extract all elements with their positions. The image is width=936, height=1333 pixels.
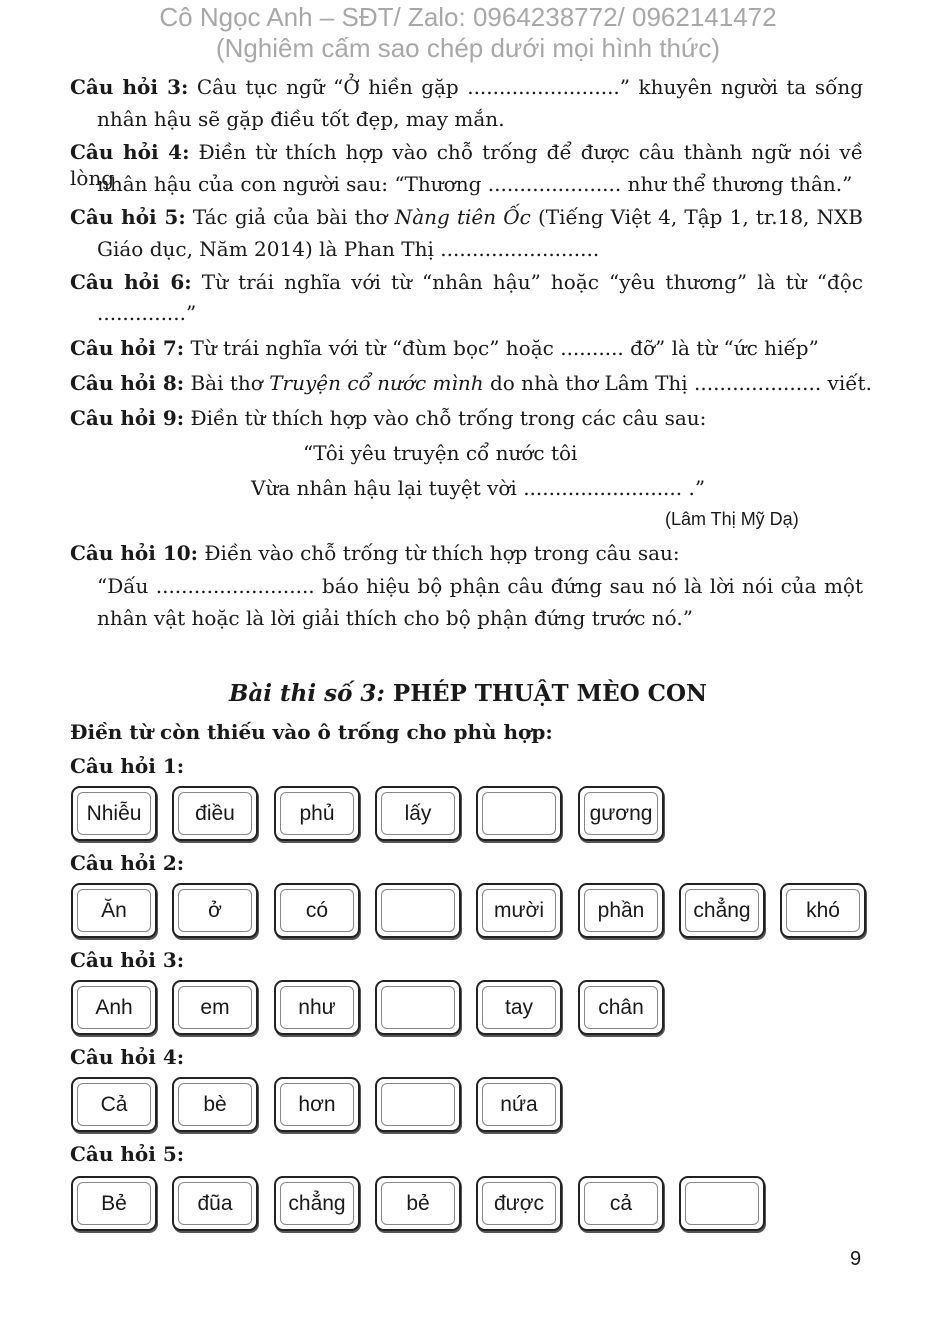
question-5-line-1 bbox=[70, 204, 863, 230]
question-label: Câu hỏi 8: bbox=[70, 371, 185, 395]
question-label: Câu hỏi 5: bbox=[70, 205, 186, 229]
question-10-line-3: nhân vật hoặc là lời giải thích cho bộ phận đứng trước nó.” bbox=[97, 606, 693, 630]
word-box: được bbox=[476, 1176, 562, 1231]
question-label: Câu hỏi 6: bbox=[70, 270, 192, 294]
section-instruction: Điền từ còn thiếu vào ô trống cho phù hợp: bbox=[70, 720, 553, 744]
word-box: phủ bbox=[274, 786, 360, 841]
word-box: bẻ bbox=[375, 1176, 461, 1231]
question-text: Tác giả của bài thơ bbox=[185, 205, 395, 229]
puzzle-5-label: Câu hỏi 5: bbox=[70, 1142, 185, 1166]
word-box: nứa bbox=[476, 1077, 562, 1132]
poem-line-2: Vừa nhân hậu lại tuyệt vời ......................... .” bbox=[251, 476, 706, 500]
question-text: (Tiếng Việt 4, Tập 1, tr.18, NXB bbox=[530, 205, 863, 229]
question-text: Câu tục ngữ “Ở hiền gặp ........................” khuyên người ta sống bbox=[188, 75, 864, 99]
puzzle-1-label: Câu hỏi 1: bbox=[70, 754, 185, 778]
question-text: Từ trái nghĩa với từ “đùm bọc” hoặc .......... đỡ” là từ “ức hiếp” bbox=[184, 336, 819, 360]
question-label: Câu hỏi 9: bbox=[70, 406, 185, 430]
word-box: gương bbox=[578, 786, 664, 841]
blank-word-box[interactable] bbox=[375, 883, 461, 938]
question-10-line-2: “Dấu ......................... báo hiệu bộ phận câu đứng sau nó là lời nói của một bbox=[97, 574, 863, 598]
word-box: chẳng bbox=[679, 883, 765, 938]
question-8-line-1 bbox=[70, 370, 872, 396]
question-6-line-2: ..............” bbox=[97, 301, 197, 325]
word-box: hơn bbox=[274, 1077, 360, 1132]
puzzle-2-label: Câu hỏi 2: bbox=[70, 851, 185, 875]
word-box: ở bbox=[172, 883, 258, 938]
blank-word-box[interactable] bbox=[375, 1077, 461, 1132]
word-box: chân bbox=[578, 980, 664, 1035]
word-box: Cả bbox=[71, 1077, 157, 1132]
question-3-line-1 bbox=[70, 74, 863, 100]
question-label: Câu hỏi 7: bbox=[70, 336, 185, 360]
question-text: Điền vào chỗ trống từ thích hợp trong câu sau: bbox=[198, 541, 680, 565]
question-text: do nhà thơ Lâm Thị .................... viết. bbox=[483, 371, 872, 395]
question-text: Từ trái nghĩa với từ “nhân hậu” hoặc “yêu thương” là từ “độc bbox=[191, 270, 863, 294]
blank-word-box[interactable] bbox=[679, 1176, 765, 1231]
poem-line-1: “Tôi yêu truyện cổ nước tôi bbox=[303, 441, 578, 465]
word-box: bè bbox=[172, 1077, 258, 1132]
page-number: 9 bbox=[850, 1248, 862, 1270]
question-9-line-1 bbox=[70, 405, 863, 431]
question-4-line-2: nhân hậu của con người sau: “Thương ..................... như thể thương thân.” bbox=[97, 172, 853, 196]
word-box: Anh bbox=[71, 980, 157, 1035]
question-10-line-1 bbox=[70, 540, 863, 566]
word-box: như bbox=[274, 980, 360, 1035]
question-label: Câu hỏi 4: bbox=[70, 140, 190, 164]
question-text: Điền từ thích hợp vào chỗ trống để được câu thành ngữ nói về lòng bbox=[70, 140, 863, 190]
watermark-notice: (Nghiêm cấm sao chép dưới mọi hình thức) bbox=[215, 33, 721, 63]
section-title-italic: Bài thi số 3: bbox=[228, 680, 385, 707]
word-box: chẳng bbox=[274, 1176, 360, 1231]
question-text: Điền từ thích hợp vào chỗ trống trong các câu sau: bbox=[184, 406, 707, 430]
word-box: Nhiễu bbox=[71, 786, 157, 841]
question-label: Câu hỏi 10: bbox=[70, 541, 199, 565]
watermark-contact: Cô Ngọc Anh – SĐT/ Zalo: 0964238772/ 0962141472 bbox=[159, 2, 777, 32]
word-box: có bbox=[274, 883, 360, 938]
question-text: Bài thơ bbox=[184, 371, 270, 395]
word-box: mười bbox=[476, 883, 562, 938]
poem-title: Nàng tiên Ốc bbox=[394, 205, 531, 229]
word-box: Ăn bbox=[71, 883, 157, 938]
question-label: Câu hỏi 3: bbox=[70, 75, 189, 99]
word-box: phần bbox=[578, 883, 664, 938]
word-box: lấy bbox=[375, 786, 461, 841]
word-box: em bbox=[172, 980, 258, 1035]
word-box: điều bbox=[172, 786, 258, 841]
poem-title: Truyện cổ nước mình bbox=[269, 371, 484, 395]
word-box: khó bbox=[780, 883, 866, 938]
puzzle-4-label: Câu hỏi 4: bbox=[70, 1045, 185, 1069]
word-box: tay bbox=[476, 980, 562, 1035]
word-box: cả bbox=[578, 1176, 664, 1231]
blank-word-box[interactable] bbox=[476, 786, 562, 841]
question-3-line-2: nhân hậu sẽ gặp điều tốt đẹp, may mắn. bbox=[97, 107, 505, 131]
section-title-bold: PHÉP THUẬT MÈO CON bbox=[384, 680, 708, 707]
word-box: Bẻ bbox=[71, 1176, 157, 1231]
blank-word-box[interactable] bbox=[375, 980, 461, 1035]
question-6-line-1 bbox=[70, 269, 863, 295]
question-5-line-2: Giáo dục, Năm 2014) là Phan Thị ......................... bbox=[97, 237, 600, 261]
section-title bbox=[0, 680, 936, 707]
question-7-line-1 bbox=[70, 335, 863, 361]
word-box: đũa bbox=[172, 1176, 258, 1231]
puzzle-3-label: Câu hỏi 3: bbox=[70, 948, 185, 972]
poem-author: (Lâm Thị Mỹ Dạ) bbox=[665, 509, 799, 529]
